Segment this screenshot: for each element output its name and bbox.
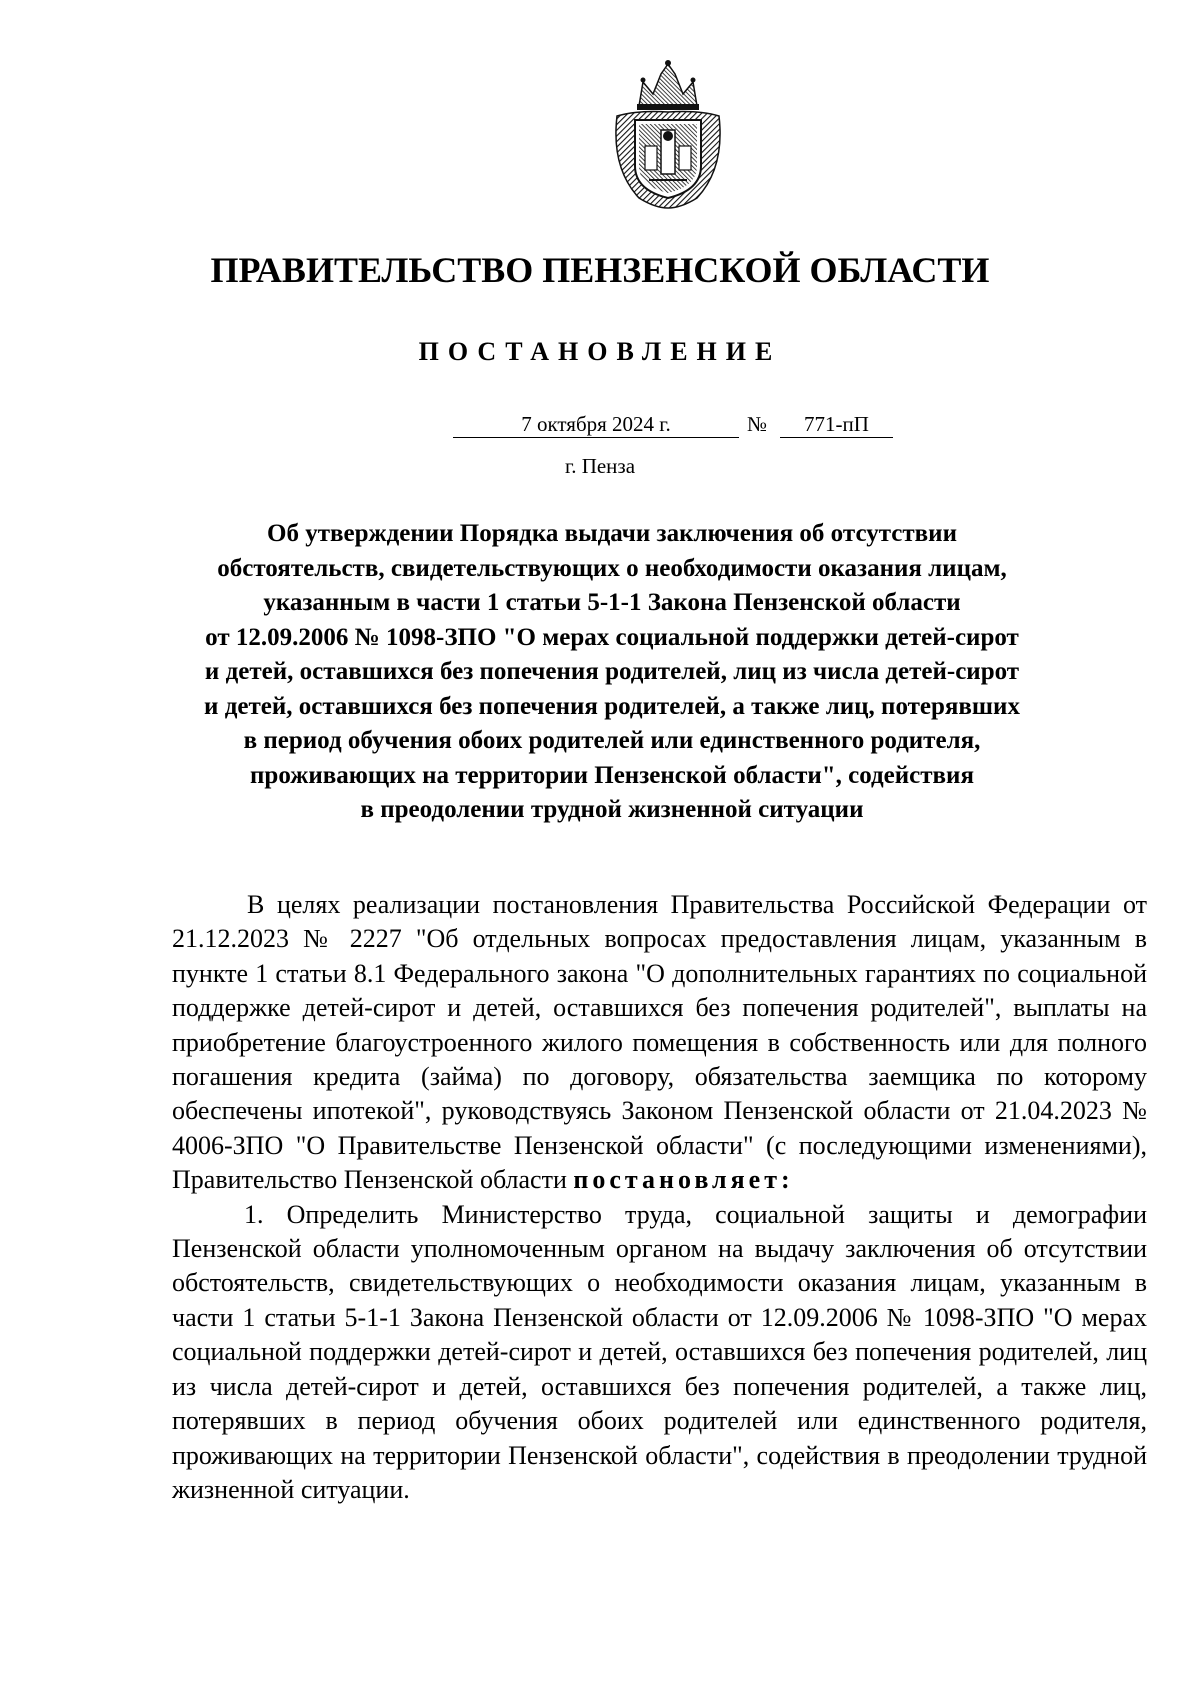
- title-line: в преодолении трудной жизненной ситуации: [360, 796, 864, 823]
- title-line: от 12.09.2006 № 1098-ЗПО "О мерах социальной поддержки детей-сирот: [205, 623, 1019, 651]
- city: г. Пенза: [564, 454, 636, 478]
- document-body: [172, 888, 1147, 1507]
- preamble-text: В целях реализации постановления Правительства Российской Федерации от 21.12.2023 № 2227 "Об отдельных вопросах предоставления лицам, указанным в пункте 1 статьи 8.1 Федерального закона "О дополнительных гарантиях по социальной поддержке детей-сирот и детей, оставшихся без попечения родителей", выплаты на приобретение благоустроенного жилого помещения в собственность или для полного погашения кредита (займа) по договору, обязательства заемщика по которому обеспечены ипотекой", руководствуясь Законом Пензенской области от 21.04.2023 № 4006-ЗПО "О Правительстве Пензенской области" (с последующими изменениями), Правительство Пензенской области: [172, 890, 1147, 1195]
- resolves-word: постановляет:: [573, 1165, 794, 1195]
- preamble-paragraph: [172, 888, 1147, 1198]
- document-date: 7 октября 2024 г.: [453, 411, 739, 438]
- document-number: 771-пП: [780, 411, 893, 438]
- item-1-paragraph: 1. Определить Министерство труда, социальной защиты и демографии Пензенской области уполномоченным органом на выдачу заключения об отсутствии обстоятельств, свидетельствующих о необходимости оказания лицам, указанным в части 1 статьи 5-1-1 Закона Пензенской области от 12.09.2006 № 1098-ЗПО "О мерах социальной поддержки детей-сирот и детей, оставшихся без попечения родителей, лиц из числа детей-сирот и детей, оставшихся без попечения родителей, а также лиц, потерявших в период обучения обоих родителей или единственного родителя, проживающих на территории Пензенской области", содействия в преодолении трудной жизненной ситуации.: [172, 1199, 1147, 1504]
- document-title: [172, 517, 1052, 828]
- title-line: обстоятельств, свидетельствующих о необходимости оказания лицам,: [217, 554, 1007, 582]
- title-line: указанным в части 1 статьи 5-1-1 Закона Пензенской области: [263, 589, 961, 616]
- title-line: в период обучения обоих родителей или единственного родителя,: [243, 727, 981, 754]
- date-number-line: [0, 411, 1200, 441]
- coat-of-arms-icon: [609, 58, 727, 210]
- document-type: ПОСТАНОВЛЕНИЕ: [418, 337, 782, 366]
- title-line: Об утверждении Порядка выдачи заключения об отсутствии: [267, 520, 957, 547]
- title-line: проживающих на территории Пензенской области", содействия: [250, 761, 974, 789]
- title-line: и детей, оставшихся без попечения родителей, лиц из числа детей-сирот: [204, 658, 1020, 685]
- number-sign: №: [747, 412, 768, 436]
- title-line: и детей, оставшихся без попечения родителей, а также лиц, потерявших: [204, 692, 1020, 720]
- organization-name: ПРАВИТЕЛЬСТВО ПЕНЗЕНСКОЙ ОБЛАСТИ: [210, 250, 990, 290]
